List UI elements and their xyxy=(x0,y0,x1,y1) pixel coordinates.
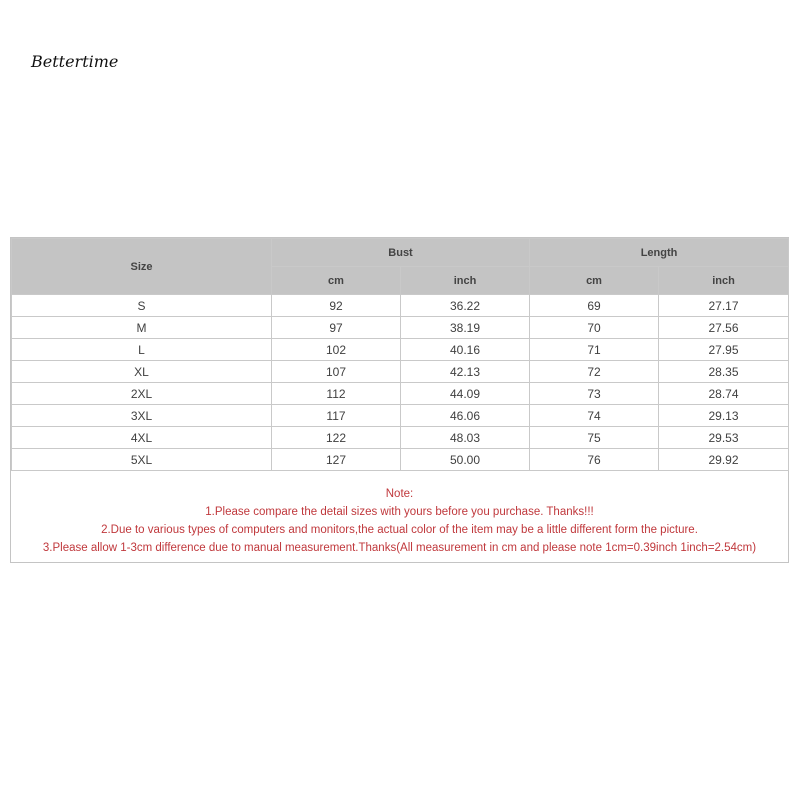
size-table-body xyxy=(12,295,789,471)
length-inch-cell: 29.92 xyxy=(659,449,789,471)
length-cm-cell: 70 xyxy=(530,317,659,339)
bust-inch-cell: 50.00 xyxy=(401,449,530,471)
length-group-header: Length xyxy=(530,239,789,267)
notes-section xyxy=(11,471,788,557)
bust-inch-cell: 44.09 xyxy=(401,383,530,405)
bust-inch-cell: 36.22 xyxy=(401,295,530,317)
note-line: 1.Please compare the detail sizes with yours before you purchase. Thanks!!! xyxy=(205,506,594,518)
bust-cm-cell: 92 xyxy=(272,295,401,317)
table-row xyxy=(12,427,789,449)
length-cm-cell: 71 xyxy=(530,339,659,361)
brand-logo-text: Bettertime xyxy=(31,52,119,71)
table-row xyxy=(12,383,789,405)
size-cell: 3XL xyxy=(12,405,272,427)
length-inch-header: inch xyxy=(659,267,789,295)
table-row xyxy=(12,361,789,383)
length-inch-cell: 29.53 xyxy=(659,427,789,449)
size-cell: XL xyxy=(12,361,272,383)
table-row xyxy=(12,449,789,471)
bust-cm-cell: 102 xyxy=(272,339,401,361)
size-cell: 2XL xyxy=(12,383,272,405)
length-inch-cell: 27.56 xyxy=(659,317,789,339)
length-cm-cell: 76 xyxy=(530,449,659,471)
bust-cm-cell: 97 xyxy=(272,317,401,339)
size-cell: 5XL xyxy=(12,449,272,471)
length-inch-cell: 28.74 xyxy=(659,383,789,405)
size-chart xyxy=(10,237,789,563)
length-cm-header: cm xyxy=(530,267,659,295)
length-inch-cell: 27.95 xyxy=(659,339,789,361)
length-cm-cell: 73 xyxy=(530,383,659,405)
bust-cm-cell: 122 xyxy=(272,427,401,449)
table-row xyxy=(12,317,789,339)
size-cell: L xyxy=(12,339,272,361)
table-row xyxy=(12,339,789,361)
bust-cm-header: cm xyxy=(272,267,401,295)
length-inch-cell: 29.13 xyxy=(659,405,789,427)
length-cm-cell: 74 xyxy=(530,405,659,427)
table-row xyxy=(12,295,789,317)
bust-cm-cell: 107 xyxy=(272,361,401,383)
bust-inch-cell: 42.13 xyxy=(401,361,530,383)
notes-title: Note: xyxy=(385,488,414,500)
bust-group-header: Bust xyxy=(272,239,530,267)
bust-inch-cell: 40.16 xyxy=(401,339,530,361)
note-line: 2.Due to various types of computers and monitors,the actual color of the item may be a little different form the picture. xyxy=(101,524,698,536)
note-line: 3.Please allow 1-3cm difference due to manual measurement.Thanks(All measurement in cm and please note 1cm=0.39inch 1inch=2.54cm) xyxy=(42,542,757,554)
size-column-header: Size xyxy=(12,239,272,295)
length-inch-cell: 28.35 xyxy=(659,361,789,383)
bust-cm-cell: 127 xyxy=(272,449,401,471)
size-cell: M xyxy=(12,317,272,339)
length-cm-cell: 75 xyxy=(530,427,659,449)
size-table xyxy=(11,238,789,471)
size-cell: S xyxy=(12,295,272,317)
bust-cm-cell: 117 xyxy=(272,405,401,427)
bust-inch-cell: 38.19 xyxy=(401,317,530,339)
bust-cm-cell: 112 xyxy=(272,383,401,405)
size-cell: 4XL xyxy=(12,427,272,449)
bust-inch-cell: 46.06 xyxy=(401,405,530,427)
length-inch-cell: 27.17 xyxy=(659,295,789,317)
length-cm-cell: 72 xyxy=(530,361,659,383)
bust-inch-header: inch xyxy=(401,267,530,295)
bust-inch-cell: 48.03 xyxy=(401,427,530,449)
table-row xyxy=(12,405,789,427)
length-cm-cell: 69 xyxy=(530,295,659,317)
